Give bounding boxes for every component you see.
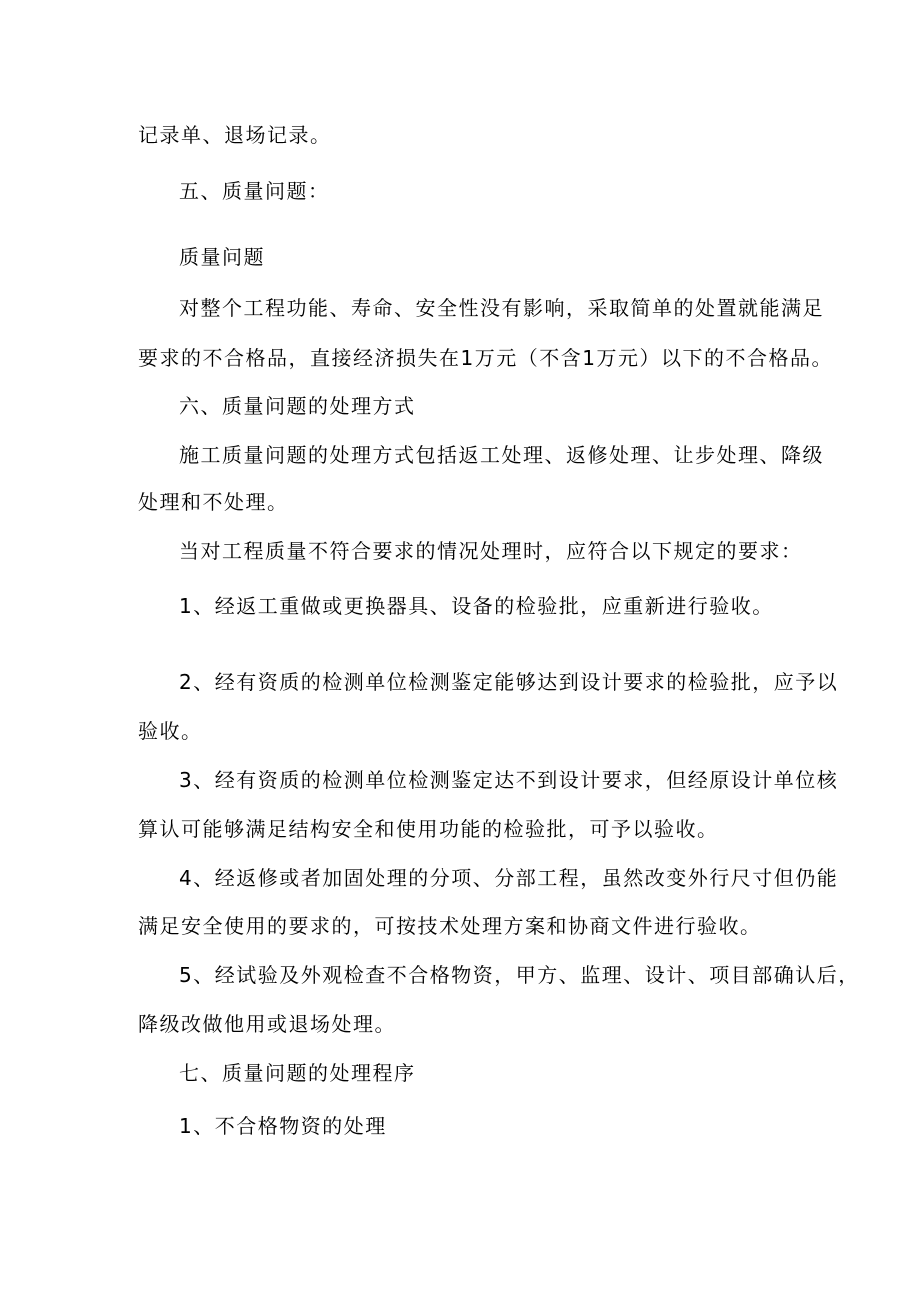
section-heading: 五、质量问题：: [179, 179, 330, 203]
list-item: 2、经有资质的检测单位检测鉴定能够达到设计要求的检验批，应予以: [179, 670, 839, 694]
text-line: 对整个工程功能、寿命、安全性没有影响，采取简单的处置就能满足: [179, 296, 824, 320]
text-line: 记录单、退场记录。: [138, 123, 332, 147]
subheading: 质量问题: [179, 245, 265, 269]
text-line: 满足安全使用的要求的，可按技术处理方案和协商文件进行验收。: [138, 914, 762, 938]
section-heading: 六、质量问题的处理方式: [179, 394, 416, 418]
text-line: 降级改做他用或退场处理。: [138, 1012, 396, 1036]
list-item: 4、经返修或者加固处理的分项、分部工程，虽然改变外行尺寸但仍能: [179, 866, 839, 890]
list-item: 3、经有资质的检测单位检测鉴定达不到设计要求，但经原设计单位核: [179, 768, 839, 792]
text-line: 验收。: [138, 719, 203, 743]
section-heading: 七、质量问题的处理程序: [179, 1061, 416, 1085]
text-line: 处理和不处理。: [138, 490, 289, 514]
list-item: 5、经试验及外观检查不合格物资，甲方、监理、设计、项目部确认后，: [179, 963, 860, 987]
list-item: 1、经返工重做或更换器具、设备的检验批，应重新进行验收。: [179, 594, 774, 618]
text-line: 算认可能够满足结构安全和使用功能的检验批，可予以验收。: [138, 817, 719, 841]
text-line: 要求的不合格品，直接经济损失在1万元（不含1万元）以下的不合格品。: [138, 346, 833, 370]
text-line: 施工质量问题的处理方式包括返工处理、返修处理、让步处理、降级: [179, 443, 824, 467]
text-line: 当对工程质量不符合要求的情况处理时，应符合以下规定的要求：: [179, 539, 803, 563]
list-item: 1、不合格物资的处理: [179, 1114, 387, 1138]
